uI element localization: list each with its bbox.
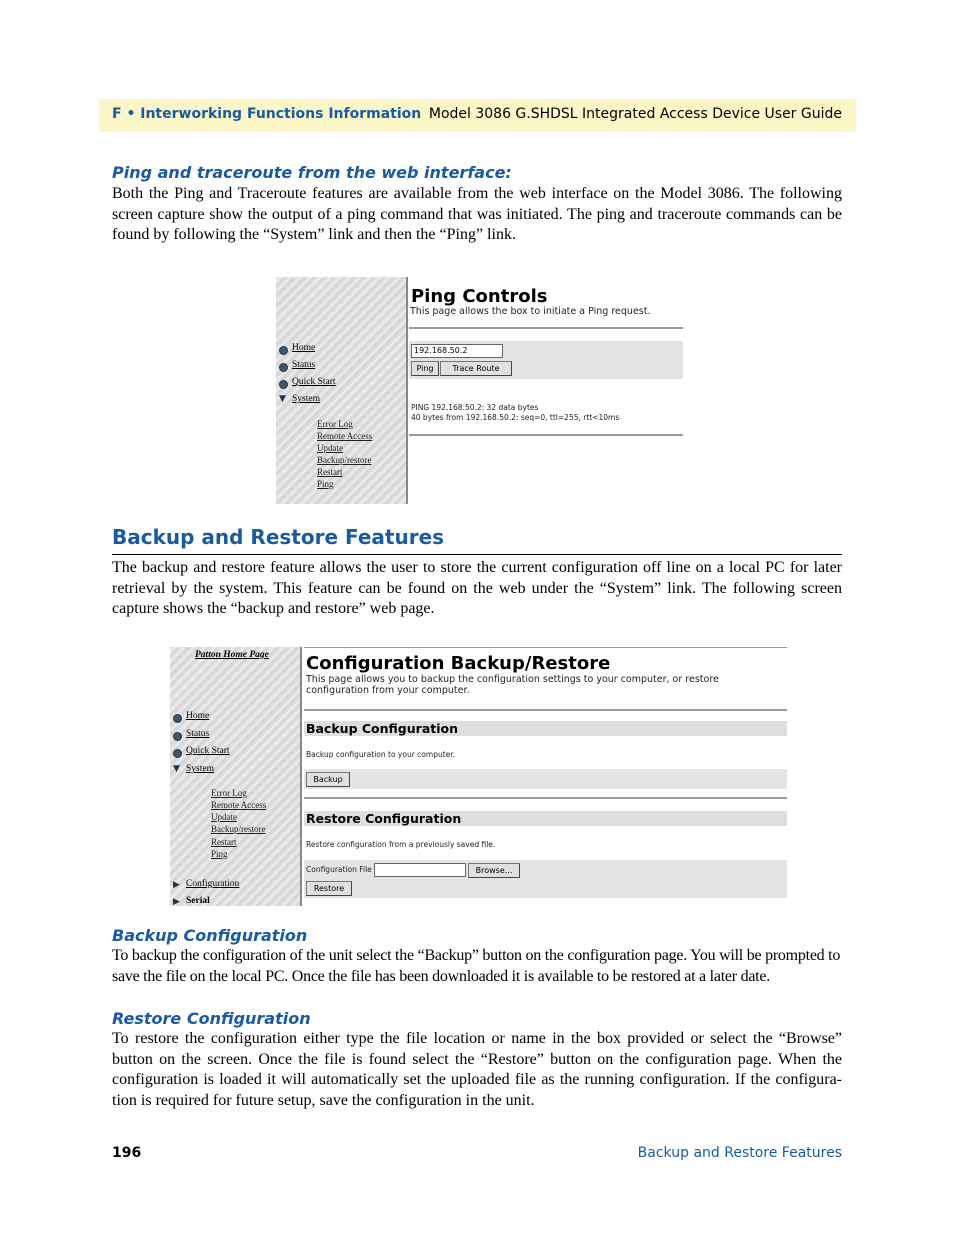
backup-title: Configuration Backup/Restore bbox=[306, 653, 611, 674]
config-file-label: Configuration File bbox=[306, 865, 372, 874]
ping-button[interactable]: Ping bbox=[411, 361, 439, 376]
restore-config-subheading: Restore Configuration bbox=[112, 1009, 311, 1028]
divider bbox=[304, 647, 787, 648]
backup-paragraph: The backup and restore feature allows the user to store the current configuration off line on a local PC for later retrieval by the system. This feature can be found on the web under the “System” link. The following screen capture shows the “backup and restore” web page. bbox=[112, 559, 842, 617]
subnav-link-ping[interactable]: Ping bbox=[317, 479, 334, 489]
config-file-input[interactable] bbox=[374, 863, 466, 877]
triangle-right-icon: ▶ bbox=[173, 880, 180, 890]
nav-bullet-icon bbox=[173, 749, 182, 758]
browse-button[interactable]: Browse... bbox=[468, 863, 520, 878]
section-heading: Backup and Restore Features bbox=[112, 525, 445, 549]
backup-screenshot bbox=[170, 647, 787, 906]
restore-config-paragraph: To restore the configuration either type the file location or name in the box provided or select the “Browse” button on the screen. Once the file is found select the “Restore” button on the configuration page. When the configuration is loaded it will automatically set the uploaded file as the running configuration. If the configura-tion is required for future setup, save the configuration in the unit. bbox=[112, 1030, 842, 1109]
nav-bullet-icon bbox=[279, 346, 288, 355]
nav-link-system[interactable]: System bbox=[292, 394, 320, 404]
nav-link-home[interactable]: Home bbox=[186, 711, 210, 721]
footer-section-title: Backup and Restore Features bbox=[637, 1145, 842, 1161]
backup-config-heading: Backup Configuration bbox=[304, 721, 787, 736]
backup-config-description: Backup configuration to your computer. bbox=[306, 750, 456, 759]
divider bbox=[304, 797, 787, 799]
backup-sidebar bbox=[170, 647, 302, 906]
ping-paragraph: Both the Ping and Traceroute features are available from the web interface on the Model 3086. The following screen capture show the output of a ping command that was initiated. The ping and traceroute commands can be found by following the “System” link and then the “Ping” link. bbox=[112, 185, 842, 243]
nav-bullet-icon bbox=[279, 380, 288, 389]
restore-config-heading: Restore Configuration bbox=[304, 811, 787, 826]
backup-config-subheading: Backup Configuration bbox=[112, 926, 308, 945]
ping-screenshot bbox=[276, 277, 683, 504]
subnav-link-error-log[interactable]: Error Log bbox=[211, 788, 247, 798]
subnav-link-backup-restore[interactable]: Backup/restore bbox=[211, 824, 266, 834]
page-number: 196 bbox=[112, 1145, 142, 1161]
triangle-down-icon: ▼ bbox=[279, 394, 286, 404]
subnav-link-backup-restore[interactable]: Backup/restore bbox=[317, 455, 372, 465]
nav-link-home[interactable]: Home bbox=[292, 343, 316, 353]
subnav-link-update[interactable]: Update bbox=[211, 812, 237, 822]
subnav-link-restart[interactable]: Restart bbox=[211, 837, 237, 847]
subnav-link-ping[interactable]: Ping bbox=[211, 849, 228, 859]
trace-route-button[interactable]: Trace Route bbox=[440, 361, 512, 376]
patton-home-link[interactable]: Patton Home Page bbox=[195, 650, 269, 660]
heading-rule bbox=[112, 554, 842, 555]
chapter-title: F • Interworking Functions Information bbox=[112, 106, 422, 122]
triangle-down-icon: ▼ bbox=[173, 764, 180, 774]
backup-description: This page allows you to backup the configuration settings to your computer, or restore configuration from your computer. bbox=[306, 674, 719, 696]
ping-output-line: 40 bytes from 192.168.50.2: seq=0, ttl=255, rtt<10ms bbox=[411, 413, 620, 422]
nav-link-configuration[interactable]: Configuration bbox=[186, 879, 240, 889]
ping-title: Ping Controls bbox=[411, 286, 548, 307]
nav-link-serial[interactable]: Serial bbox=[186, 896, 210, 906]
nav-link-status[interactable]: Status bbox=[186, 729, 210, 739]
subnav-link-update[interactable]: Update bbox=[317, 443, 343, 453]
subnav-link-remote-access[interactable]: Remote Access bbox=[211, 800, 267, 810]
ping-heading: Ping and traceroute from the web interface: bbox=[112, 163, 512, 182]
nav-link-quick-start[interactable]: Quick Start bbox=[186, 746, 230, 756]
guide-title: Model 3086 G.SHDSL Integrated Access Device User Guide bbox=[428, 106, 842, 122]
ping-sidebar bbox=[276, 277, 408, 504]
backup-form-panel bbox=[304, 769, 787, 789]
backup-button[interactable]: Backup bbox=[306, 772, 350, 787]
divider bbox=[409, 327, 683, 329]
ip-address-input[interactable]: 192.168.50.2 bbox=[411, 344, 503, 358]
backup-config-paragraph: To backup the configuration of the unit select the “Backup” button on the configuration page. You will be prompted to save the file on the local PC. Once the file has been downloaded it is available to be restored at a later date. bbox=[112, 947, 841, 985]
subnav-link-restart[interactable]: Restart bbox=[317, 467, 343, 477]
ping-description: This page allows the box to initiate a Ping request. bbox=[410, 306, 651, 317]
restore-config-description: Restore configuration from a previously saved file. bbox=[306, 840, 496, 849]
nav-bullet-icon bbox=[279, 363, 288, 372]
triangle-right-icon: ▶ bbox=[173, 897, 180, 907]
divider bbox=[304, 709, 787, 711]
nav-bullet-icon bbox=[173, 732, 182, 741]
ping-output-line: PING 192.168.50.2: 32 data bytes bbox=[411, 403, 539, 412]
running-header bbox=[99, 99, 856, 132]
nav-link-quick-start[interactable]: Quick Start bbox=[292, 377, 336, 387]
nav-link-status[interactable]: Status bbox=[292, 360, 316, 370]
subnav-link-error-log[interactable]: Error Log bbox=[317, 419, 353, 429]
nav-link-system[interactable]: System bbox=[186, 764, 214, 774]
subnav-link-remote-access[interactable]: Remote Access bbox=[317, 431, 373, 441]
nav-bullet-icon bbox=[173, 714, 182, 723]
divider bbox=[409, 434, 683, 436]
restore-button[interactable]: Restore bbox=[306, 881, 352, 896]
